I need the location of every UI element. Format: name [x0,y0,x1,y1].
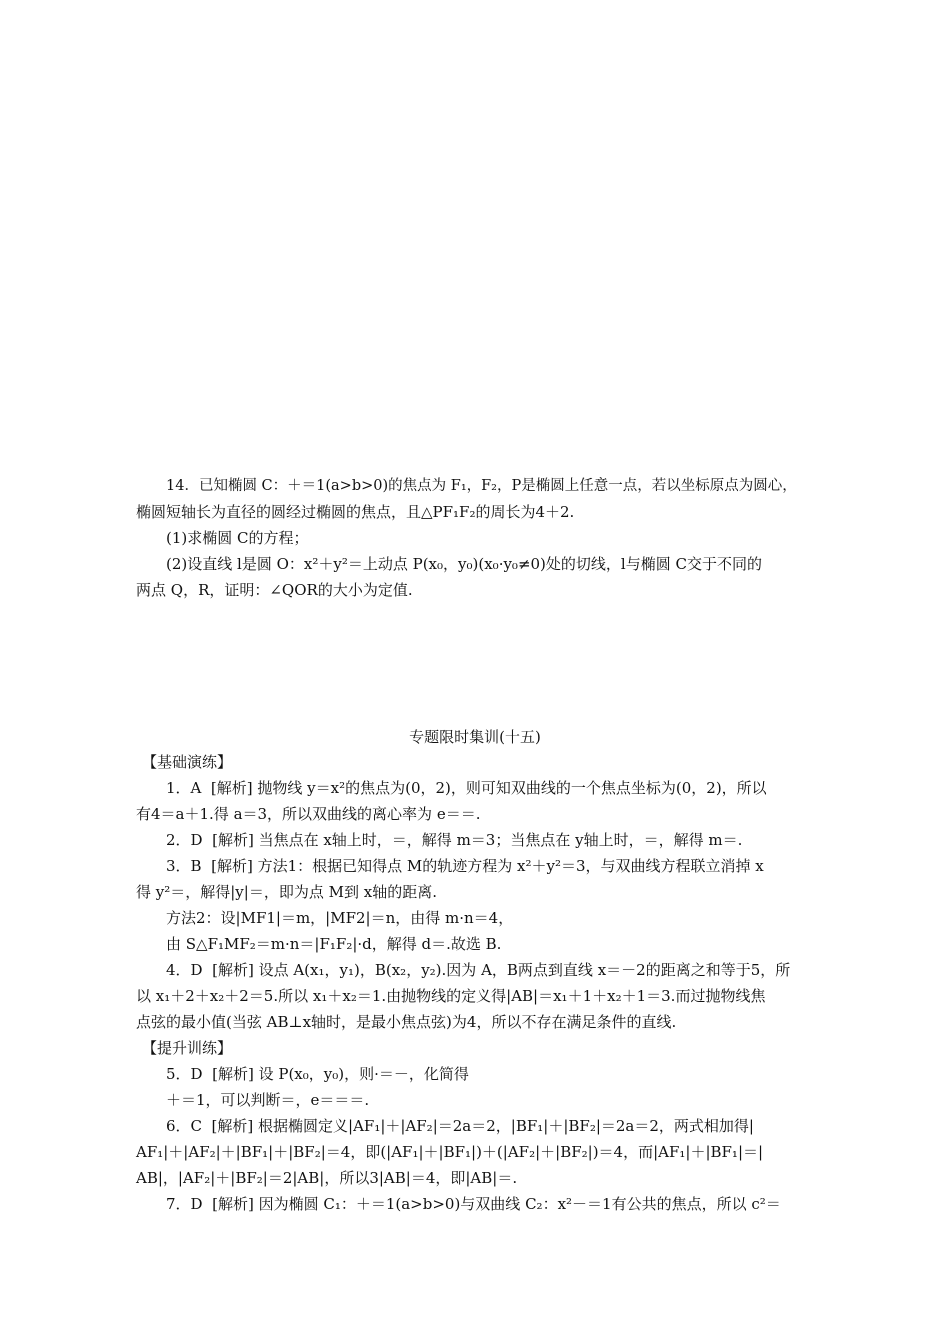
problem-14-line-1: 14．已知椭圆 C：＋＝1(a>b>0)的焦点为 F₁，F₂，P是椭圆上任意一点，若以坐标原点为圆心， [166,478,797,494]
answer-3-method-2-line-1: 方法2：设|MF1|＝m，|MF2|＝n，由得 m·n＝4， [166,909,514,927]
answer-3-method-2-line-2: 由 S△F₁MF₂＝m·n＝|F₁F₂|·d，解得 d＝.故选 B. [166,935,502,953]
heading-advanced-training: 【提升训练】 [142,1039,233,1057]
answer-1-line-1: 1．A [解析] 抛物线 y＝x²的焦点为(0，2)，则可知双曲线的一个焦点坐标为(0，2)，所以 [166,779,767,797]
problem-14-part-2-line-2: 两点 Q，R，证明：∠QOR的大小为定值. [136,581,413,599]
answer-4-line-1: 4．D [解析] 设点 A(x₁，y₁)，B(x₂，y₂).因为 A，B两点到直线 x＝－2的距离之和等于5，所 [166,961,791,979]
heading-basic-practice: 【基础演练】 [142,753,233,771]
answer-5-line-1: 5．D [解析] 设 P(x₀，y₀)，则·＝－，化简得 [166,1065,469,1083]
problem-14-line-2: 椭圆短轴长为直径的圆经过椭圆的焦点，且△PF₁F₂的周长为4＋2. [136,503,575,521]
answer-4-line-2: 以 x₁＋2＋x₂＋2＝5.所以 x₁＋x₂＝1.由抛物线的定义得|AB|＝x₁＋1＋x₂＋1＝3.而过抛物线焦 [136,987,766,1005]
problem-14-part-1: (1)求椭圆 C的方程； [166,529,309,547]
problem-14-part-2-line-1: (2)设直线 l是圆 O：x²＋y²＝上动点 P(x₀，y₀)(x₀·y₀≠0)处的切线，l与椭圆 C交于不同的 [166,555,762,573]
answer-5-line-2: ＋＝1，可以判断＝，e＝＝＝. [166,1091,370,1109]
answer-6-line-3: AB|，|AF₂|＋|BF₂|＝2|AB|，所以3|AB|＝4，即|AB|＝. [136,1169,518,1187]
section-title: 专题限时集训(十五) [409,728,541,746]
answer-2: 2．D [解析] 当焦点在 x轴上时，＝，解得 m＝3；当焦点在 y轴上时，＝，解得 m＝. [166,831,743,849]
answer-6-line-1: 6．C [解析] 根据椭圆定义|AF₁|＋|AF₂|＝2a＝2，|BF₁|＋|BF₂|＝2a＝2，两式相加得| [166,1117,754,1135]
answer-6-line-2: AF₁|＋|AF₂|＋|BF₁|＋|BF₂|＝4，即(|AF₁|＋|BF₁|)＋(|AF₂|＋|BF₂|)＝4，而|AF₁|＋|BF₁|＝| [136,1143,764,1161]
answer-4-line-3: 点弦的最小值(当弦 AB⊥x轴时，是最小焦点弦)为4，所以不存在满足条件的直线. [136,1013,677,1031]
answer-3-line-1: 3．B [解析] 方法1：根据已知得点 M的轨迹方程为 x²＋y²＝3，与双曲线方程联立消掉 x [166,857,764,875]
answer-7-line-1: 7．D [解析] 因为椭圆 C₁：＋＝1(a>b>0)与双曲线 C₂：x²－＝1有公共的焦点，所以 c²＝ [166,1195,781,1213]
answer-3-line-2: 得 y²＝，解得|y|＝，即为点 M到 x轴的距离. [136,883,437,901]
answer-1-line-2: 有4＝a＋1.得 a＝3，所以双曲线的离心率为 e＝＝. [136,805,481,823]
